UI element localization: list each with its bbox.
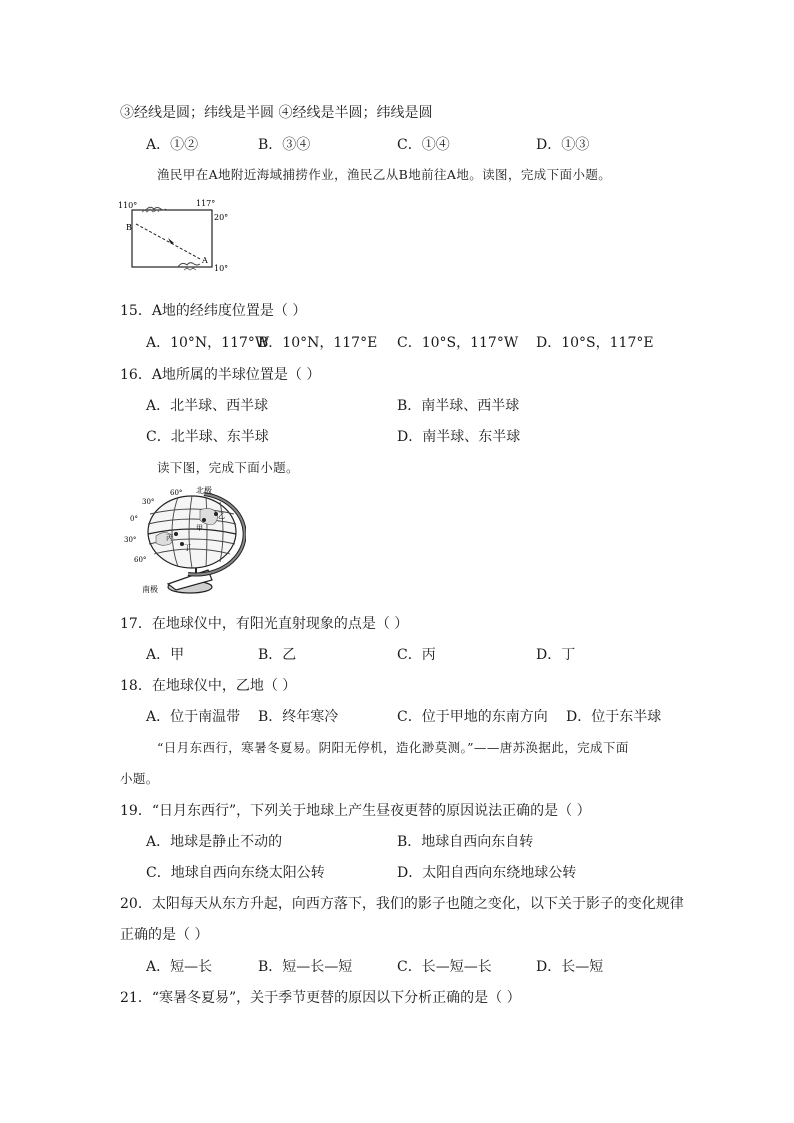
intro-paragraph-3-line1: “日月东西行，寒暑冬夏易。阴阳无停机，造化渺莫测。”——唐苏涣据此，完成下面: [157, 740, 629, 755]
point-yi-label: 乙: [218, 512, 225, 520]
intro-paragraph-3-line2: 小题。: [120, 771, 159, 786]
question-20-line1: 20．太阳每天从东方升起，向西方落下，我们的影子也随之变化，以下关于影子的变化规律: [120, 896, 684, 912]
option-c[interactable]: C．①④: [397, 137, 450, 153]
statement-line: ③经线是圆；纬线是半圆 ④经线是半圆；纬线是圆: [120, 105, 433, 121]
q20-option-c[interactable]: C．长—短—长: [397, 959, 492, 975]
q16-option-c[interactable]: C．北半球、东半球: [146, 429, 269, 445]
lat-bottom-label: 10°: [214, 264, 229, 273]
q15-option-c[interactable]: C．10°S，117°W: [397, 335, 519, 351]
lat-60s-label: 60°: [134, 556, 147, 564]
point-a-label: A: [202, 256, 208, 265]
q18-option-d[interactable]: D．位于东半球: [566, 709, 662, 725]
option-b[interactable]: B．③④: [258, 137, 311, 153]
q15-option-d[interactable]: D．10°S，117°E: [536, 335, 654, 351]
q18-option-c[interactable]: C．位于甲地的东南方向: [397, 709, 548, 725]
lat-30n-label: 30°: [142, 498, 155, 506]
question-17: 17．在地球仪中，有阳光直射现象的点是（ ）: [120, 616, 409, 632]
north-pole-label: 北极: [196, 486, 212, 495]
route-arrow-icon: [168, 238, 174, 244]
intro-paragraph-1: 渔民甲在A地附近海域捕捞作业，渔民乙从B地前往A地。读图，完成下面小题。: [157, 167, 612, 182]
q17-option-a[interactable]: A．甲: [146, 647, 185, 663]
lat-0-label: 0°: [130, 515, 138, 523]
q15-option-a[interactable]: A．10°N，117°W: [146, 335, 270, 351]
option-a[interactable]: A．①②: [146, 137, 199, 153]
lon-left-label: 110°: [118, 201, 138, 210]
south-pole-label: 南极: [142, 585, 158, 594]
lat-30s-label: 30°: [124, 536, 137, 544]
q19-option-a[interactable]: A．地球是静止不动的: [146, 834, 283, 850]
point-b-label: B: [126, 223, 132, 232]
q16-option-d[interactable]: D．南半球、东半球: [397, 429, 521, 445]
point-bing-label: 丙: [166, 534, 173, 542]
q17-option-d[interactable]: D．丁: [536, 647, 576, 663]
q20-option-a[interactable]: A．短—长: [146, 959, 213, 975]
q17-option-c[interactable]: C．丙: [397, 647, 436, 663]
question-15: 15．A地的经纬度位置是（ ）: [120, 303, 307, 319]
q20-option-b[interactable]: B．短—长—短: [258, 959, 353, 975]
question-16: 16．A地所属的半球位置是（ ）: [120, 367, 321, 383]
q20-option-d[interactable]: D．长—短: [536, 959, 604, 975]
q16-option-a[interactable]: A．北半球、西半球: [146, 398, 269, 414]
q19-option-d[interactable]: D．太阳自西向东绕地球公转: [397, 865, 577, 881]
lon-60-label: 60°: [170, 489, 183, 497]
question-19: 19．“日月东西行”，下列关于地球上产生昼夜更替的原因说法正确的是（ ）: [120, 803, 591, 819]
intro-paragraph-2: 读下图，完成下面小题。: [157, 460, 299, 475]
question-21: 21．“寒暑冬夏易”，关于季节更替的原因以下分析正确的是（ ）: [120, 990, 521, 1006]
point-jia-label: 甲: [196, 524, 203, 532]
q19-option-b[interactable]: B．地球自西向东自转: [397, 834, 534, 850]
q15-option-b[interactable]: B．10°N，117°E: [258, 335, 378, 351]
option-d[interactable]: D．①③: [536, 137, 590, 153]
question-18: 18．在地球仪中，乙地（ ）: [120, 678, 297, 694]
route-line: [136, 224, 202, 260]
lat-lon-map-figure: [116, 196, 246, 278]
q19-option-c[interactable]: C．地球自西向东绕太阳公转: [146, 865, 325, 881]
q18-option-b[interactable]: B．终年寒冷: [258, 709, 339, 725]
q18-option-a[interactable]: A．位于南温带: [146, 709, 241, 725]
lon-right-label: 117°: [196, 199, 216, 208]
lat-top-label: 20°: [214, 213, 229, 222]
island-bottom-icon: [178, 263, 200, 267]
point-ding-label: 丁: [184, 544, 191, 552]
globe-figure: [116, 484, 246, 596]
q17-option-b[interactable]: B．乙: [258, 647, 297, 663]
question-20-line2: 正确的是（ ）: [120, 927, 209, 943]
q16-option-b[interactable]: B．南半球、西半球: [397, 398, 520, 414]
